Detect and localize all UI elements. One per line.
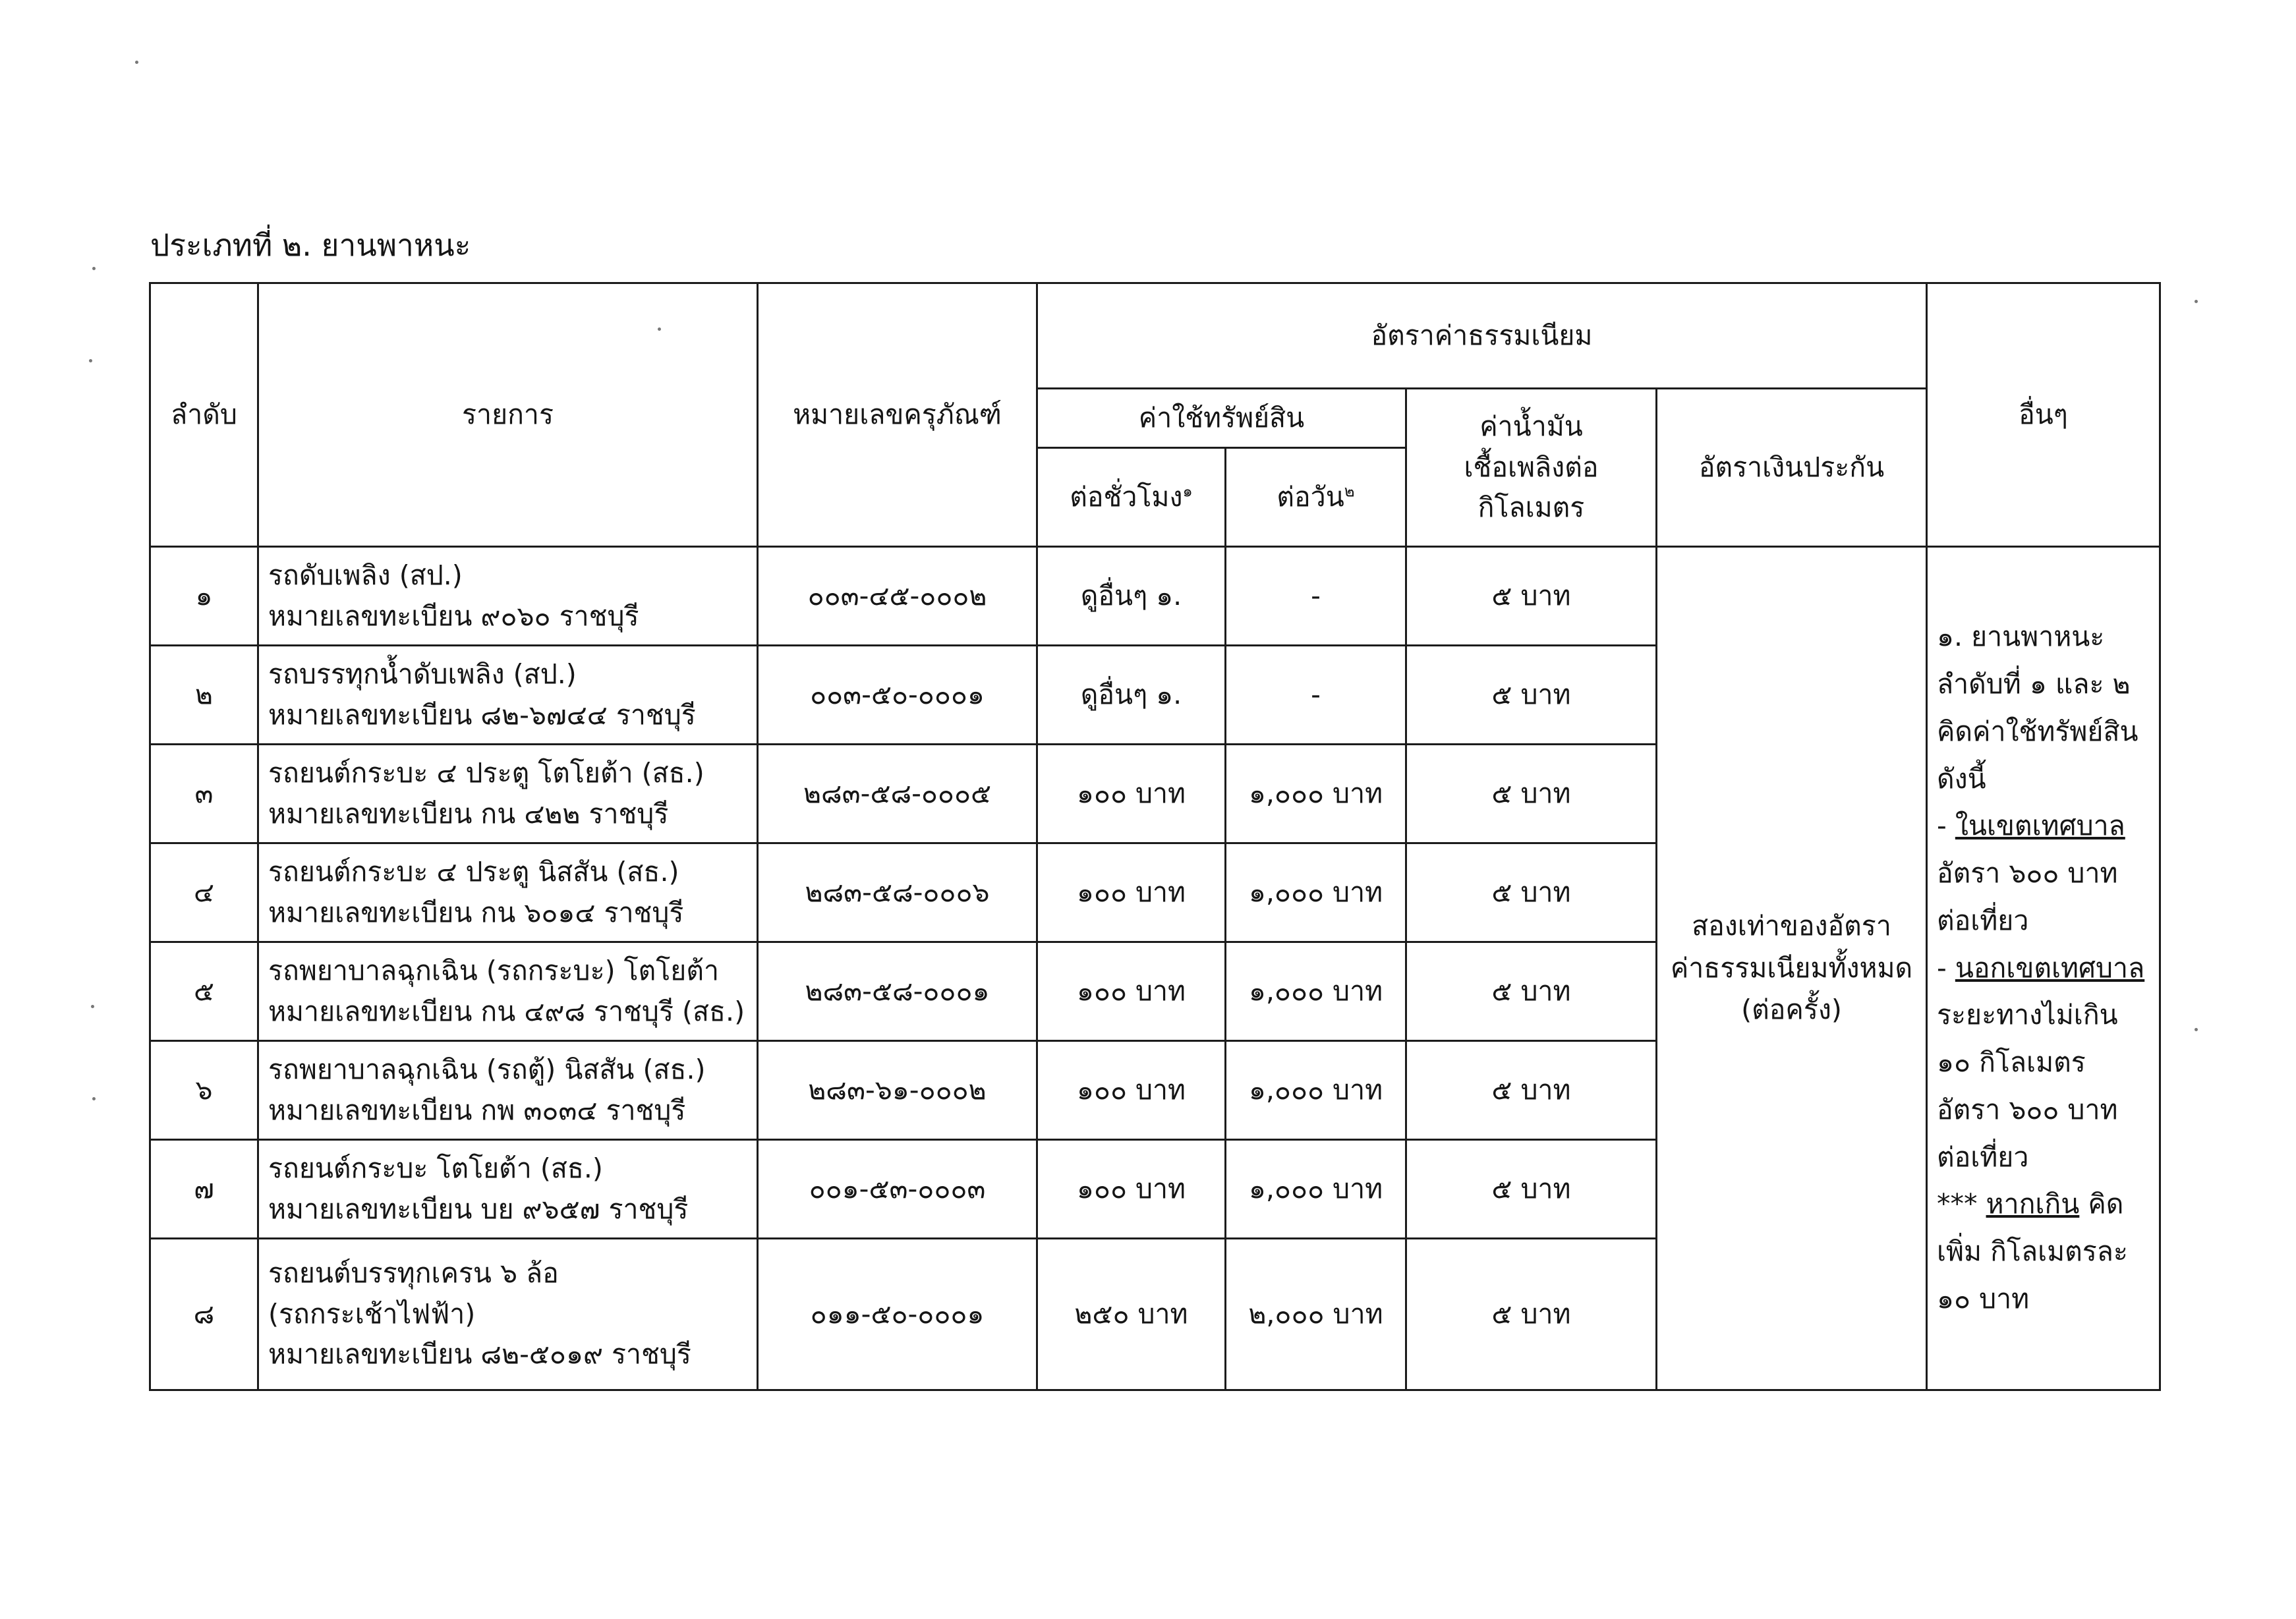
row-item bbox=[258, 1239, 758, 1390]
note-line bbox=[1937, 945, 2150, 992]
note-underlined: นอกเขตเทศบาล bbox=[1955, 952, 2145, 984]
header-deposit: อัตราเงินประกัน bbox=[1657, 389, 1927, 547]
row-per-day: ๑,๐๐๐ บาท bbox=[1226, 1140, 1406, 1239]
row-no: ๔ bbox=[150, 843, 258, 942]
header-fuel-line1: ค่าน้ำมัน bbox=[1479, 411, 1583, 443]
row-item bbox=[258, 745, 758, 843]
scan-speck bbox=[92, 1097, 96, 1100]
note-prefix: - bbox=[1937, 810, 1955, 842]
header-item: รายการ bbox=[258, 283, 758, 547]
row-fuel: ๕ บาท bbox=[1406, 547, 1657, 646]
row-no: ๖ bbox=[150, 1041, 258, 1140]
header-no: ลำดับ bbox=[150, 283, 258, 547]
note-underlined: หากเกิน bbox=[1986, 1188, 2080, 1220]
scan-speck bbox=[89, 359, 92, 362]
header-usage-fee: ค่าใช้ทรัพย์สิน bbox=[1037, 389, 1406, 448]
item-line: รถยนต์กระบะ โตโยต้า (สธ.) bbox=[268, 1152, 603, 1184]
item-line: หมายเลขทะเบียน ๘๒-๖๗๔๔ ราชบุรี bbox=[268, 698, 696, 731]
row-per-hour: ๑๐๐ บาท bbox=[1037, 1140, 1226, 1239]
scan-speck bbox=[2195, 1028, 2198, 1031]
item-line: รถพยาบาลฉุกเฉิน (รถกระบะ) โตโยต้า bbox=[268, 955, 719, 986]
note-line: ต่อเที่ยว bbox=[1937, 904, 2029, 936]
note-line: ๑. ยานพาหนะ bbox=[1937, 621, 2105, 653]
row-asset-id: ๐๑๑-๕๐-๐๐๐๑ bbox=[758, 1239, 1037, 1390]
row-per-hour: ๑๐๐ บาท bbox=[1037, 1041, 1226, 1140]
header-asset-id: หมายเลขครุภัณฑ์ bbox=[758, 283, 1037, 547]
item-line: รถพยาบาลฉุกเฉิน (รถตู้) นิสสัน (สธ.) bbox=[268, 1054, 706, 1085]
scan-speck bbox=[92, 267, 96, 270]
note-line: คิดค่าใช้ทรัพย์สิน bbox=[1937, 715, 2138, 747]
deposit-line: ค่าธรรมเนียมทั้งหมด bbox=[1670, 952, 1913, 984]
header-other: อื่นๆ bbox=[1927, 283, 2160, 547]
row-per-hour: ๑๐๐ บาท bbox=[1037, 745, 1226, 843]
header-per-day-label: ต่อวัน bbox=[1277, 480, 1344, 513]
row-per-day: ๑,๐๐๐ บาท bbox=[1226, 942, 1406, 1041]
row-asset-id: ๐๐๓-๔๕-๐๐๐๒ bbox=[758, 547, 1037, 646]
header-fuel-line3: กิโลเมตร bbox=[1478, 492, 1585, 524]
note-line: ดังนี้ bbox=[1937, 762, 1986, 795]
row-asset-id: ๒๘๓-๕๘-๐๐๐๖ bbox=[758, 843, 1037, 942]
note-line: ๑๐ กิโลเมตร bbox=[1937, 1046, 2086, 1079]
table-row bbox=[150, 547, 2160, 646]
item-line: หมายเลขทะเบียน บย ๙๖๕๗ ราชบุรี bbox=[268, 1193, 689, 1225]
note-underlined: ในเขตเทศบาล bbox=[1955, 810, 2125, 842]
row-asset-id: ๐๐๑-๕๓-๐๐๐๓ bbox=[758, 1140, 1037, 1239]
header-per-hour-label: ต่อชั่วโมง bbox=[1070, 480, 1183, 513]
row-no: ๘ bbox=[150, 1239, 258, 1390]
scan-speck bbox=[91, 1005, 94, 1008]
row-item bbox=[258, 843, 758, 942]
row-no: ๑ bbox=[150, 547, 258, 646]
note-suffix: คิด bbox=[2079, 1188, 2124, 1220]
item-line: รถยนต์บรรทุกเครน ๖ ล้อ bbox=[268, 1257, 559, 1290]
item-line: หมายเลขทะเบียน กน ๔๒๒ ราชบุรี bbox=[268, 797, 669, 830]
row-asset-id: ๒๘๓-๕๘-๐๐๐๕ bbox=[758, 745, 1037, 843]
row-fuel: ๕ บาท bbox=[1406, 1239, 1657, 1390]
note-line: ระยะทางไม่เกิน bbox=[1937, 999, 2118, 1031]
item-line: รถยนต์กระบะ ๔ ประตู โตโยต้า (สธ.) bbox=[268, 757, 704, 789]
item-line: หมายเลขทะเบียน กพ ๓๐๓๔ ราชบุรี bbox=[268, 1094, 686, 1126]
row-item bbox=[258, 942, 758, 1041]
row-no: ๒ bbox=[150, 646, 258, 745]
item-line: หมายเลขทะเบียน กน ๖๐๑๔ ราชบุรี bbox=[268, 896, 684, 928]
row-per-day: ๑,๐๐๐ บาท bbox=[1226, 843, 1406, 942]
header-fuel-line2: เชื้อเพลิงต่อ bbox=[1464, 451, 1599, 483]
row-per-hour: ๑๐๐ บาท bbox=[1037, 942, 1226, 1041]
row-fuel: ๕ บาท bbox=[1406, 1140, 1657, 1239]
row-item bbox=[258, 1140, 758, 1239]
item-line: รถบรรทุกน้ำดับเพลิง (สป.) bbox=[268, 658, 577, 690]
row-asset-id: ๒๘๓-๖๑-๐๐๐๒ bbox=[758, 1041, 1037, 1140]
note-line bbox=[1937, 803, 2150, 850]
item-line: หมายเลขทะเบียน ๙๐๖๐ ราชบุรี bbox=[268, 600, 639, 632]
note-line: อัตรา ๖๐๐ บาท bbox=[1937, 857, 2118, 890]
row-per-hour: ดูอื่นๆ ๑. bbox=[1037, 547, 1226, 646]
scan-speck bbox=[135, 61, 138, 64]
fee-table bbox=[149, 282, 2161, 1391]
row-item bbox=[258, 1041, 758, 1140]
row-item bbox=[258, 547, 758, 646]
row-per-day: ๒,๐๐๐ บาท bbox=[1226, 1239, 1406, 1390]
item-line: รถดับเพลิง (สป.) bbox=[268, 559, 463, 591]
row-per-day: - bbox=[1226, 547, 1406, 646]
row-asset-id: ๒๘๓-๕๘-๐๐๐๑ bbox=[758, 942, 1037, 1041]
row-fuel: ๕ บาท bbox=[1406, 843, 1657, 942]
row-no: ๓ bbox=[150, 745, 258, 843]
row-per-hour: ๑๐๐ บาท bbox=[1037, 843, 1226, 942]
item-line: หมายเลขทะเบียน กน ๔๙๘ ราชบุรี (สธ.) bbox=[268, 995, 745, 1027]
footnote-marker-hour: ๑ bbox=[1182, 482, 1193, 501]
note-line: ต่อเที่ยว bbox=[1937, 1141, 2029, 1173]
page-title: ประเภทที่ ๒. ยานพาหนะ bbox=[150, 227, 471, 263]
scan-speck bbox=[658, 327, 661, 331]
header-fuel bbox=[1406, 389, 1657, 547]
note-line: อัตรา ๖๐๐ บาท bbox=[1937, 1093, 2118, 1125]
row-fuel: ๕ บาท bbox=[1406, 646, 1657, 745]
note-line: ๑๐ บาท bbox=[1937, 1282, 2030, 1315]
row-per-day: - bbox=[1226, 646, 1406, 745]
deposit-line: สองเท่าของอัตรา bbox=[1692, 910, 1891, 942]
header-fee-rate: อัตราค่าธรรมเนียม bbox=[1037, 283, 1927, 389]
deposit-cell bbox=[1657, 547, 1927, 1390]
row-fuel: ๕ บาท bbox=[1406, 942, 1657, 1041]
note-prefix: - bbox=[1937, 952, 1955, 984]
row-per-hour: ๒๕๐ บาท bbox=[1037, 1239, 1226, 1390]
row-no: ๕ bbox=[150, 942, 258, 1041]
footnote-marker-day: ๒ bbox=[1344, 482, 1355, 501]
row-asset-id: ๐๐๓-๕๐-๐๐๐๑ bbox=[758, 646, 1037, 745]
item-line: รถยนต์กระบะ ๔ ประตู นิสสัน (สธ.) bbox=[268, 856, 679, 888]
note-prefix: *** bbox=[1937, 1188, 1986, 1220]
item-line: (รถกระเช้าไฟฟ้า) bbox=[268, 1297, 476, 1330]
row-fuel: ๕ บาท bbox=[1406, 1041, 1657, 1140]
header-per-hour bbox=[1037, 448, 1226, 547]
note-line bbox=[1937, 1181, 2150, 1228]
row-item bbox=[258, 646, 758, 745]
row-fuel: ๕ บาท bbox=[1406, 745, 1657, 843]
item-line: หมายเลขทะเบียน ๘๒-๕๐๑๙ ราชบุรี bbox=[268, 1338, 691, 1371]
note-line: เพิ่ม กิโลเมตรละ bbox=[1937, 1236, 2128, 1268]
row-per-hour: ดูอื่นๆ ๑. bbox=[1037, 646, 1226, 745]
row-per-day: ๑,๐๐๐ บาท bbox=[1226, 745, 1406, 843]
deposit-line: (ต่อครั้ง) bbox=[1741, 994, 1842, 1026]
row-no: ๗ bbox=[150, 1140, 258, 1239]
row-per-day: ๑,๐๐๐ บาท bbox=[1226, 1041, 1406, 1140]
other-notes-cell bbox=[1927, 547, 2160, 1390]
note-line: ลำดับที่ ๑ และ ๒ bbox=[1937, 668, 2131, 700]
scan-speck bbox=[2195, 300, 2198, 303]
header-per-day bbox=[1226, 448, 1406, 547]
